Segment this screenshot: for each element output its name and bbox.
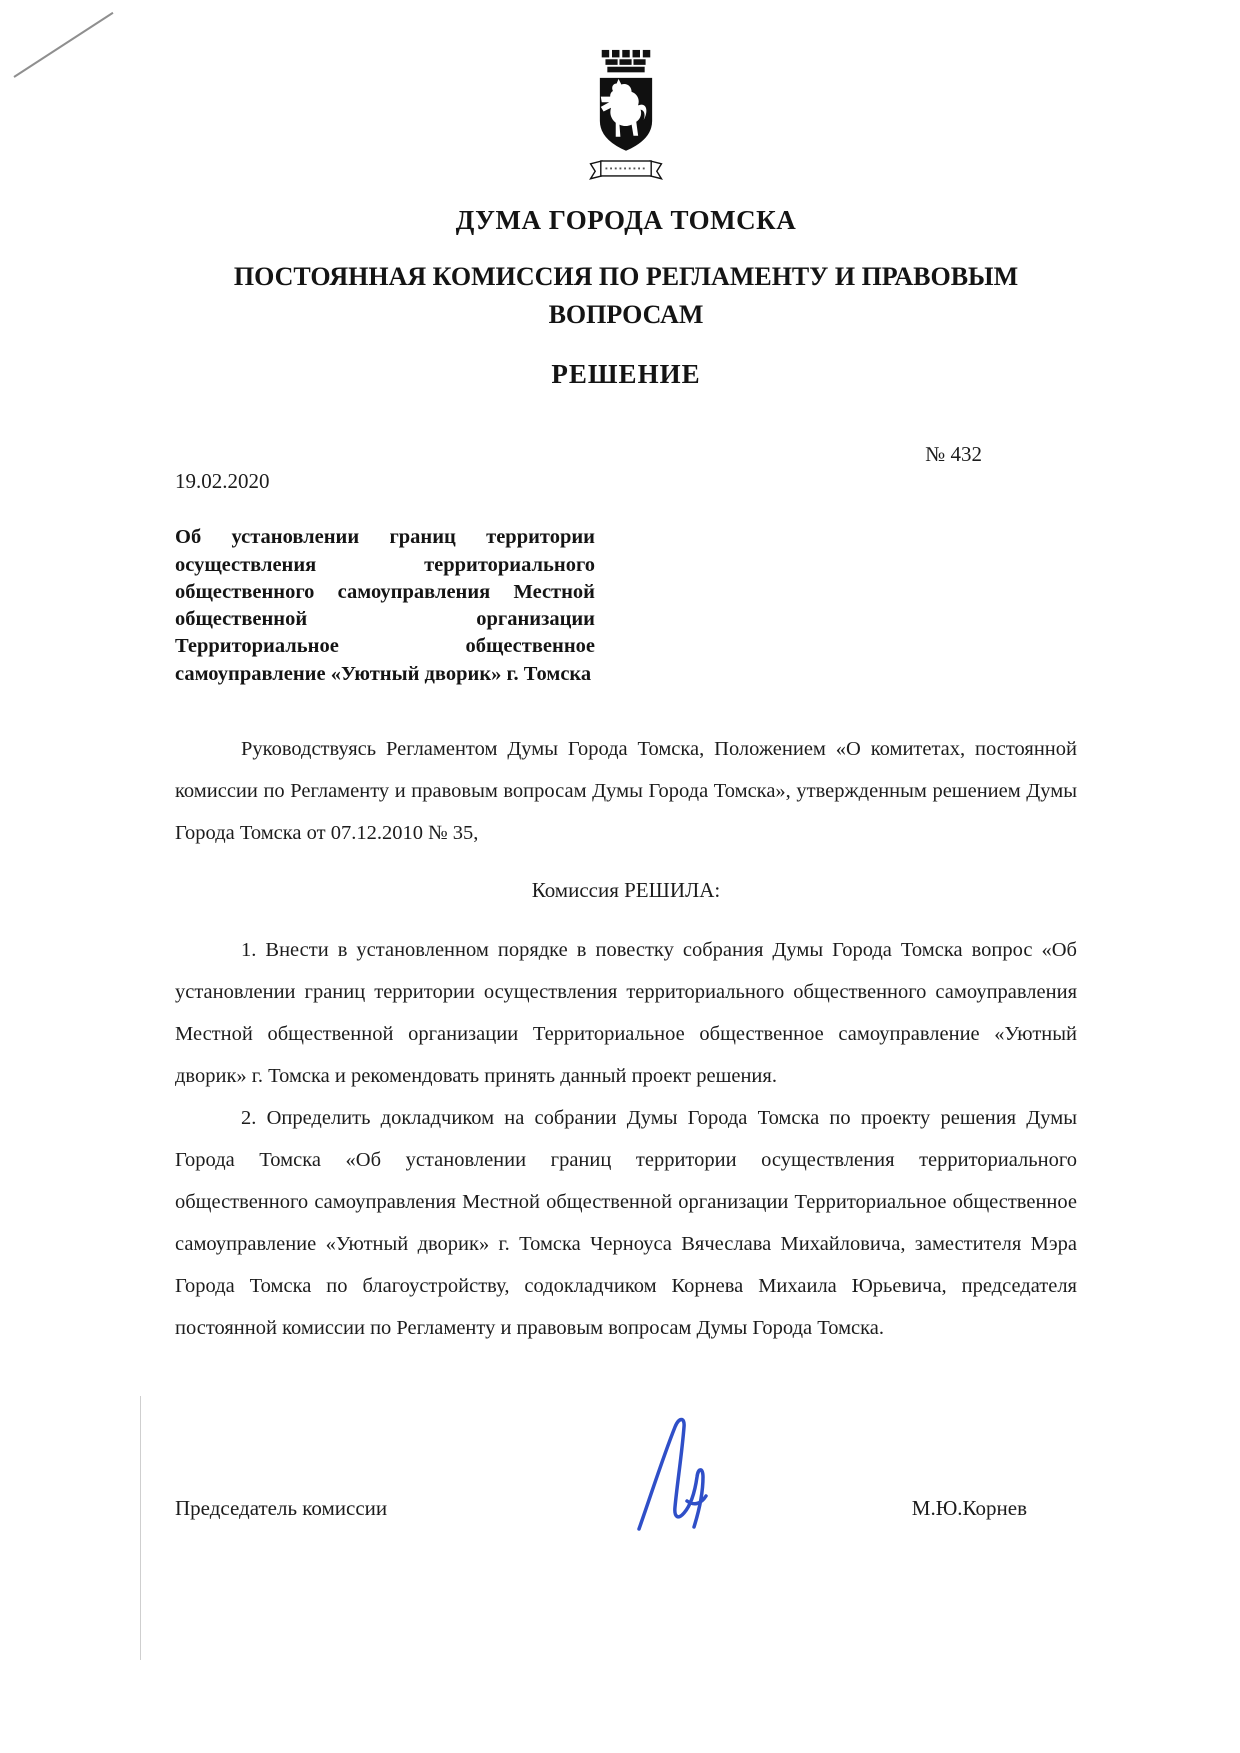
- emblem-container: [175, 44, 1077, 199]
- signature-stroke: [639, 1420, 706, 1530]
- subject-block: Об установлении границ территории осуществления территориального общественного самоуправления Местной общественной организации Территориальное общественное самоуправление «Уютный дворик» г. Томска: [175, 526, 595, 685]
- decision-item-1: 1. Внести в установленном порядке в повестку собрания Думы Города Томска вопрос «Об установлении границ территории осуществления территориального общественного самоуправления Местной общественной организации Территориальное общественное самоуправление «Уютный дворик» г. Томска и рекомендовать принять данный проект решения.: [175, 938, 1077, 1087]
- preamble-paragraph: Руководствуясь Регламентом Думы Города Томска, Положением «О комитетах, постоянной комиссии по Регламенту и правовым вопросам Думы Города Томска», утвержденным решением Думы Города Томска от 07.12.2010 № 35,: [175, 737, 1077, 844]
- doc-date: 19.02.2020: [175, 469, 270, 494]
- tomsk-coat-of-arms: [570, 44, 682, 194]
- decision-items: [175, 929, 1077, 1349]
- signature-row: [175, 1413, 1077, 1527]
- commission-title: ПОСТОЯННАЯ КОМИССИЯ ПО РЕГЛАМЕНТУ И ПРАВОВЫМ ВОПРОСАМ: [233, 262, 1019, 329]
- decision-heading: Комиссия РЕШИЛА:: [531, 877, 721, 902]
- ribbon-icon: [591, 161, 662, 179]
- doc-type-heading: РЕШЕНИЕ: [551, 359, 701, 390]
- decision-item-2: 2. Определить докладчиком на собрании Думы Города Томска по проекту решения Думы Города Томска «Об установлении границ территории осуществления территориального общественного самоуправления Местной общественной организации Территориальное общественное самоуправление «Уютный дворик» г. Томска Черноуса Вячеслава Михайловича, заместителя Мэра Города Томска по благоустройству, содокладчиком Корнева Михаила Юрьевича, председателя постоянной комиссии по Регламенту и правовым вопросам Думы Города Томска.: [175, 1106, 1077, 1340]
- org-title: ДУМА ГОРОДА ТОМСКА: [455, 205, 797, 235]
- scan-artifact-vertical-line: [140, 1396, 141, 1660]
- signature-role: Председатель комиссии: [175, 1496, 388, 1521]
- crown-icon: [602, 50, 651, 72]
- doc-number: № 432: [925, 442, 982, 467]
- signature-name: М.Ю.Корнев: [911, 1496, 1027, 1521]
- signature-ink: [631, 1413, 731, 1535]
